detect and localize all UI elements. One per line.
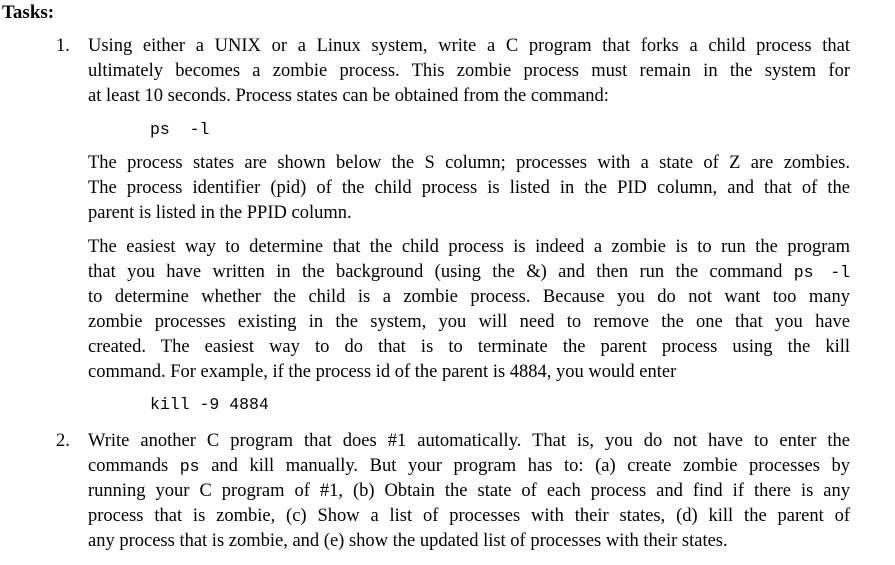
inline-command-ps-l: ps -l <box>793 263 851 282</box>
task-2-paragraph <box>88 429 850 554</box>
text-line: The process states are shown below the S column; processes with a state of Z are zombies. <box>88 153 850 173</box>
page-heading: Tasks: <box>2 2 55 23</box>
text-line: parent is listed in the PPID column. <box>88 203 352 223</box>
task-1-paragraph-2 <box>88 151 850 226</box>
text-line: running your C program of #1, (b) Obtain the state of each process and find if there is any <box>88 481 850 501</box>
text-line: ultimately becomes a zombie process. This zombie process must remain in the system for <box>88 61 850 81</box>
inline-command-ps: ps <box>179 457 200 476</box>
text-segment: that you have written in the background (using the &) and then run the command <box>88 262 783 282</box>
text-line: Write another C program that does #1 automatically. That is, you do not have to enter the <box>88 431 850 451</box>
text-line: created. The easiest way to do that is to terminate the parent process using the kill <box>88 337 850 357</box>
task-1-paragraph-3 <box>88 235 850 385</box>
task-2-number: 2. <box>56 431 70 451</box>
text-line: The easiest way to determine that the child process is indeed a zombie is to run the program <box>88 237 850 257</box>
task-1-paragraph-1 <box>88 34 850 109</box>
text-line: at least 10 seconds. Process states can be obtained from the command: <box>88 86 609 106</box>
text-segment: commands <box>88 456 169 476</box>
text-line: zombie processes existing in the system, you will need to remove the one that you have <box>88 312 850 332</box>
text-line: Using either a UNIX or a Linux system, write a C program that forks a child process that <box>88 36 850 56</box>
text-segment: and kill manually. But your program has to: (a) create zombie processes by <box>211 456 851 476</box>
task-1-number: 1. <box>56 36 70 56</box>
text-line: to determine whether the child is a zombie process. Because you do not want too many <box>88 287 850 307</box>
text-line <box>88 260 850 285</box>
text-line: process that is zombie, (c) Show a list of processes with their states, (d) kill the parent of <box>88 506 850 526</box>
command-kill: kill -9 4884 <box>150 395 269 414</box>
text-line: command. For example, if the process id of the parent is 4884, you would enter <box>88 362 677 382</box>
text-line: The process identifier (pid) of the child process is listed in the PID column, and that of the <box>88 178 850 198</box>
command-ps-l: ps -l <box>150 120 210 139</box>
text-line: any process that is zombie, and (e) show the updated list of processes with their states. <box>88 531 728 551</box>
text-line <box>88 454 850 479</box>
